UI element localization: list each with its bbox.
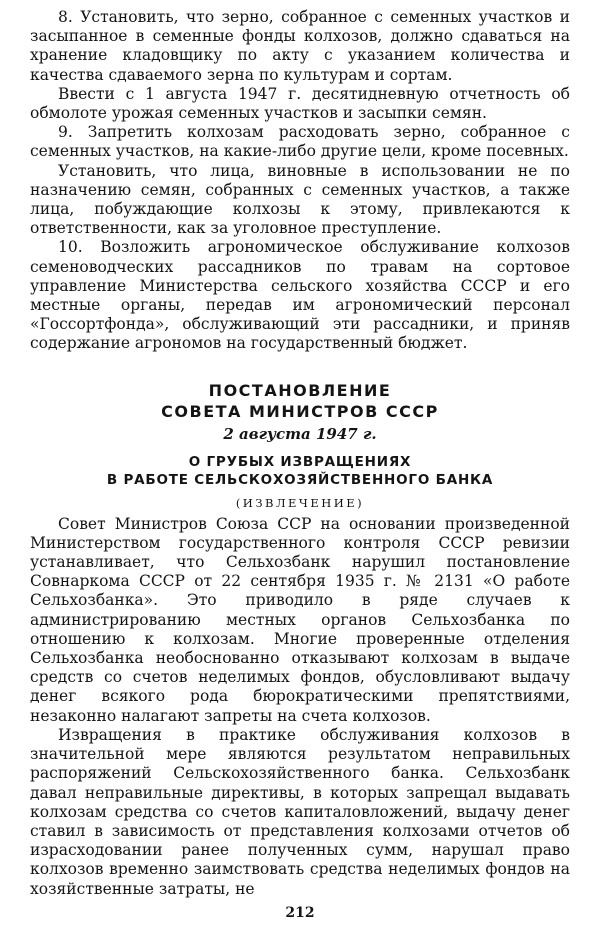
subtitle-line-2: В РАБОТЕ СЕЛЬСКОХОЗЯЙСТВЕННОГО БАНКА (106, 471, 494, 488)
paragraph-9-liability: Установить, что лица, виновные в использовании не по назначению семян, собранных с семенных участков, а также лица, побуждающие колхозы к этому, привлекаются к ответственности, как за уголовное преступление. (30, 161, 570, 238)
document-page (30, 8, 570, 899)
heading-title: ПОСТАНОВЛЕНИЕ (208, 380, 392, 400)
paragraph-8-reporting: Ввести с 1 августа 1947 г. десятидневную отчетность об обмолоте урожая семенных участков и засыпки семян. (30, 84, 570, 123)
extract-label: (ИЗВЛЕЧЕНИЕ) (235, 495, 365, 510)
paragraph-distortions: Извращения в практике обслуживания колхозов в значительной мере являются результатом неправильных распоряжений Сельскохозяйственного банка. Сельхозбанк давал неправильные директивы, в которых запрещал выдавать колхозам средства со счетов капиталовложений, выдачу денег ставил в зависимость от представления колхозами отчетов об израсходовании ранее полученных сумм, нарушал право колхозов временно заимствовать средства неделимых фондов на хозяйственные затраты, не (30, 725, 570, 898)
paragraph-findings: Совет Министров Союза ССР на основании произведенной Министерством государственного контроля СССР ревизии устанавливает, что Сельхозбанк нарушил постановление Совнаркома СССР от 22 сентября 1935 г. № 2131 «О работе Сельхозбанка». Это приводило в ряде случаев к администрированию местных органов Сельхозбанка по отношению к колхозам. Многие проверенные отделения Сельхозбанка необоснованно отказывают колхозам в выдаче средств со счетов неделимых фондов, обусловливают выдачу денег всякого рода бюрократическими препятствиями, незаконно налагают запреты на счета колхозов. (30, 514, 570, 725)
subtitle-line-1: О ГРУБЫХ ИЗВРАЩЕНИЯХ (188, 453, 412, 470)
resolution-heading (30, 380, 570, 511)
paragraph-10: 10. Возложить агрономическое обслуживание колхозов семеноводческих рассадников по травам на сортовое управление Министерства сельского хозяйства СССР и его местные органы, передав им агрономический персонал «Госсортфонда», обслуживающий эти рассадники, и приняв содержание агрономов на государственный бюджет. (30, 238, 570, 353)
heading-date: 2 августа 1947 г. (223, 424, 377, 443)
paragraph-8: 8. Установить, что зерно, собранное с семенных участков и засыпанное в семенные фонды колхозов, должно сдаваться на хранение кладовщику по акту с указанием количества и качества сдаваемого зерна по культурам и сортам. (30, 8, 570, 84)
heading-issuer: СОВЕТА МИНИСТРОВ СССР (161, 401, 439, 421)
paragraph-9: 9. Запретить колхозам расходовать зерно, собранное с семенных участков, на какие-либо другие цели, кроме посевных. (30, 123, 570, 161)
page-number: 212 (285, 905, 315, 921)
